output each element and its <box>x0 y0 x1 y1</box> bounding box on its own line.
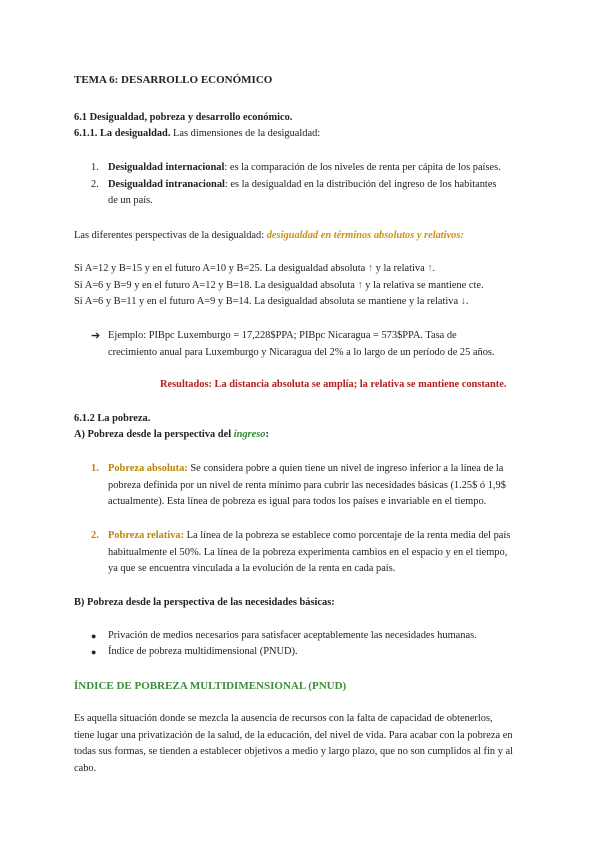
def-intranational-cont: de un país. <box>108 195 153 206</box>
example-3-text: Si A=6 y B=11 y en el futuro A=9 y B=14. La desigualdad absoluta se mantiene y la relativa <box>74 296 461 307</box>
section-6-1-1-heading <box>74 127 320 141</box>
list-item-intranational <box>108 178 496 192</box>
term-intranational: Desigualdad intranacional <box>108 179 225 190</box>
ipm-paragraph-line-2: tiene lugar una privatización de la salud, de la educación, del nivel de vida. Para acabar con la pobreza en <box>74 730 513 741</box>
poverty-abs-number: 1. <box>91 463 99 474</box>
ipm-paragraph-line-1: Es aquella situación donde se mezcla la ausencia de recursos con la falta de capacidad de obtenerlos, <box>74 713 493 724</box>
needs-item-1: Privación de medios necesarios para satisfacer aceptablemente las necesidades humanas. <box>108 630 477 641</box>
term-international: Desigualdad internacional <box>108 162 225 173</box>
period: . <box>432 263 436 274</box>
section-6-1-2-heading: 6.1.2 La pobreza. <box>74 413 151 424</box>
poverty-rel-label: Pobreza relativa: <box>108 530 185 541</box>
poverty-abs-line-3: actualmente). Esta línea de pobreza es igual para todos los países e invariable en el tiempo. <box>108 496 487 507</box>
ipm-heading: ÍNDICE DE POBREZA MULTIDIMENSIONAL (PNUD) <box>74 680 347 692</box>
poverty-rel-number: 2. <box>91 530 99 541</box>
section-b-heading: B) Pobreza desde la perspectiva de las necesidades básicas: <box>74 597 335 608</box>
section-a-heading <box>74 428 269 442</box>
list-item-international <box>108 161 501 175</box>
section-a-highlight: ingreso <box>233 429 266 440</box>
poverty-rel-line-2: habitualmente el 50%. La línea de la pobreza experimenta cambios en el espacio y en el tiempo, <box>108 547 508 558</box>
ipm-paragraph-line-3: todas sus formas, se tienden a establecer objetivos a medio y largo plazo, que no son cumplidos al fin y al <box>74 746 513 757</box>
period: . <box>465 296 469 307</box>
example-1-text: Si A=12 y B=15 y en el futuro A=10 y B=25. La desigualdad absoluta <box>74 263 368 274</box>
example-text-line-2: crecimiento anual para Luxemburgo y Nicaragua del 2% a lo largo de un período de 25 años. <box>108 347 495 358</box>
poverty-abs-label: Pobreza absoluta: <box>108 463 188 474</box>
ipm-paragraph-line-4: cabo. <box>74 763 97 774</box>
perspectives-highlight: desigualdad en términos absolutos y relativos: <box>266 230 464 241</box>
section-a-text: A) Pobreza desde la perspectiva del <box>74 429 234 440</box>
poverty-rel-line-1 <box>108 529 510 543</box>
section-6-1-heading: 6.1 Desigualdad, pobreza y desarrollo económico. <box>74 112 293 123</box>
poverty-rel-text: La línea de la pobreza se establece como porcentaje de la renta media del país <box>184 530 511 541</box>
example-2-text-b: y la relativa se mantiene cte. <box>362 280 484 291</box>
arrow-right-icon: ➔ <box>91 330 101 342</box>
up-arrow-icon: ↑ <box>367 263 374 274</box>
bullet-icon: ● <box>91 631 97 641</box>
up-arrow-icon: ↑ <box>427 263 433 274</box>
poverty-abs-text: Se considera pobre a quien tiene un nivel de ingreso inferior a la línea de la <box>187 463 504 474</box>
down-arrow-icon: ↓ <box>460 296 466 307</box>
poverty-rel-line-3: ya que se encuentra vinculada a la evolución de la renta en cada país. <box>108 563 396 574</box>
section-a-colon: : <box>265 429 269 440</box>
example-line-2 <box>74 279 484 293</box>
example-text-line-1: Ejemplo: PIBpc Luxemburgo = 17,228$PPA; PIBpc Nicaragua = 573$PPA. Tasa de <box>108 330 457 341</box>
document-title: TEMA 6: DESARROLLO ECONÓMICO <box>74 74 273 86</box>
results-line: Resultados: La distancia absoluta se amplía; la relativa se mantiene constante. <box>160 379 507 390</box>
up-arrow-icon: ↑ <box>357 280 363 291</box>
section-6-1-1-text: Las dimensiones de la desigualdad: <box>170 128 321 139</box>
bullet-icon: ● <box>91 647 97 657</box>
section-6-1-1-label: 6.1.1. La desigualdad. <box>74 128 171 139</box>
def-international: : es la comparación de los niveles de renta per cápita de los países. <box>224 162 501 173</box>
perspectives-text: Las diferentes perspectivas de la desigualdad: <box>74 230 267 241</box>
needs-item-2: Índice de pobreza multidimensional (PNUD). <box>108 646 298 657</box>
example-2-text: Si A=6 y B=9 y en el futuro A=12 y B=18. La desigualdad absoluta <box>74 280 358 291</box>
example-line-3 <box>74 295 468 309</box>
example-1-text-b: y la relativa <box>373 263 428 274</box>
list-number-2: 2. <box>91 179 99 190</box>
list-number-1: 1. <box>91 162 99 173</box>
def-intranational: : es la desigualdad en la distribución del ingreso de los habitantes <box>224 179 497 190</box>
poverty-abs-line-2: pobreza definida por un nivel de renta mínimo para cubrir las necesidades básicas (1.25$ ó 1,9$ <box>108 480 506 491</box>
perspectives-line <box>74 229 464 243</box>
example-line-1 <box>74 262 435 276</box>
poverty-abs-line-1 <box>108 462 503 476</box>
